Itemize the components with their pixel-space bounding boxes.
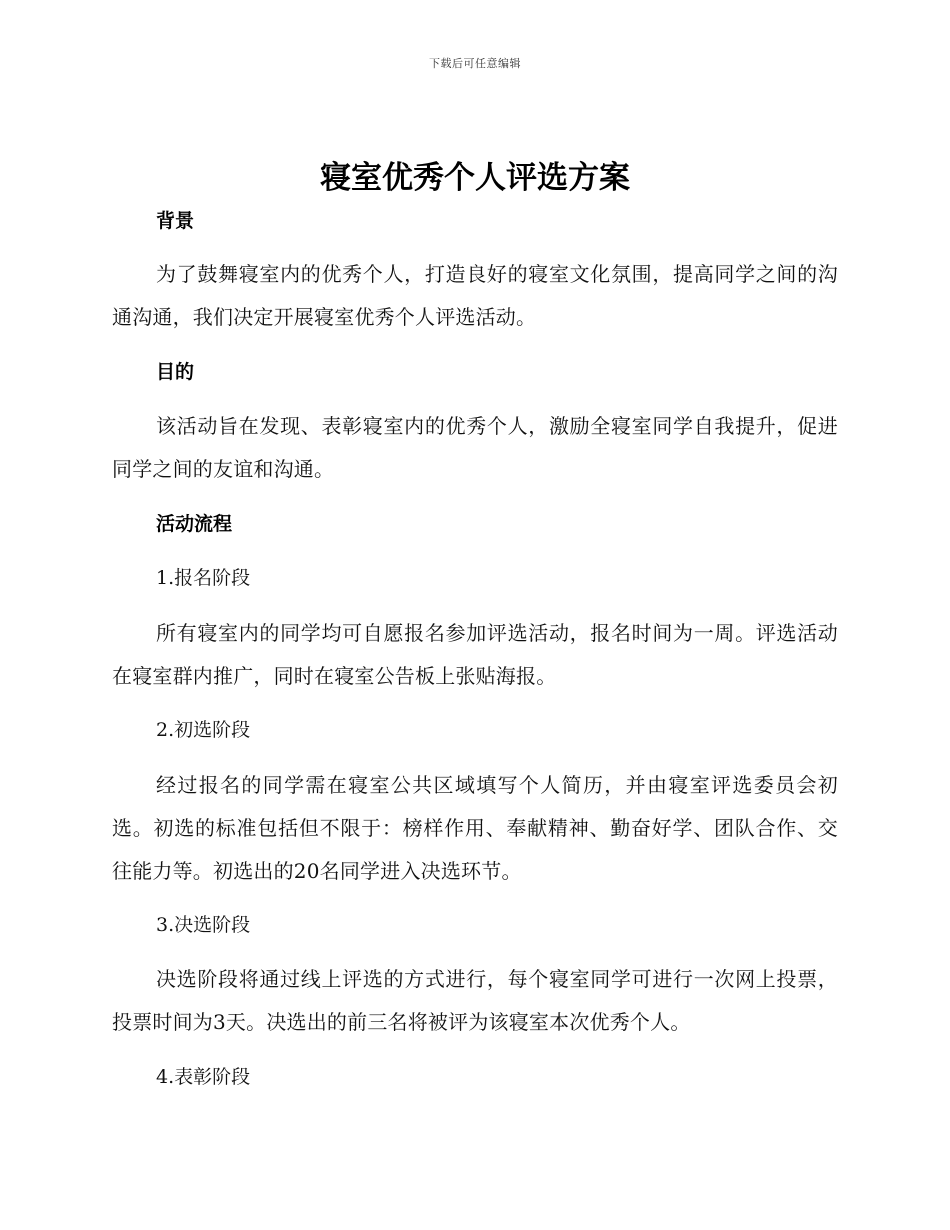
step-title-preliminary: 2.初选阶段: [156, 719, 251, 741]
section-heading-process: 活动流程: [156, 513, 233, 535]
page-header-note: 下载后可任意编辑: [429, 57, 521, 70]
paragraph-step-final: 决选阶段将通过线上评选的方式进行，每个寝室同学可进行一次网上投票，投票时间为3天。决选出的前三名将被评为该寝室本次优秀个人。: [112, 967, 838, 1034]
step-title-final: 3.决选阶段: [156, 914, 251, 936]
step-title-signup: 1.报名阶段: [156, 567, 251, 589]
paragraph-step-preliminary: 经过报名的同学需在寝室公共区域填写个人简历，并由寝室评选委员会初选。初选的标准包括但不限于：榜样作用、奉献精神、勤奋好学、团队合作、交往能力等。初选出的20名同学进入决选环节。: [112, 773, 838, 883]
document-title: 寝室优秀个人评选方案: [320, 160, 630, 196]
step-title-award: 4.表彰阶段: [156, 1066, 251, 1088]
paragraph-purpose: 该活动旨在发现、表彰寝室内的优秀个人，激励全寝室同学自我提升，促进同学之间的友谊和沟通。: [112, 414, 838, 481]
paragraph-step-signup: 所有寝室内的同学均可自愿报名参加评选活动，报名时间为一周。评选活动在寝室群内推广，同时在寝室公告板上张贴海报。: [112, 621, 838, 688]
section-heading-purpose: 目的: [156, 361, 195, 383]
section-heading-background: 背景: [156, 210, 195, 232]
paragraph-background: 为了鼓舞寝室内的优秀个人，打造良好的寝室文化氛围，提高同学之间的沟通沟通，我们决定开展寝室优秀个人评选活动。: [112, 262, 838, 329]
